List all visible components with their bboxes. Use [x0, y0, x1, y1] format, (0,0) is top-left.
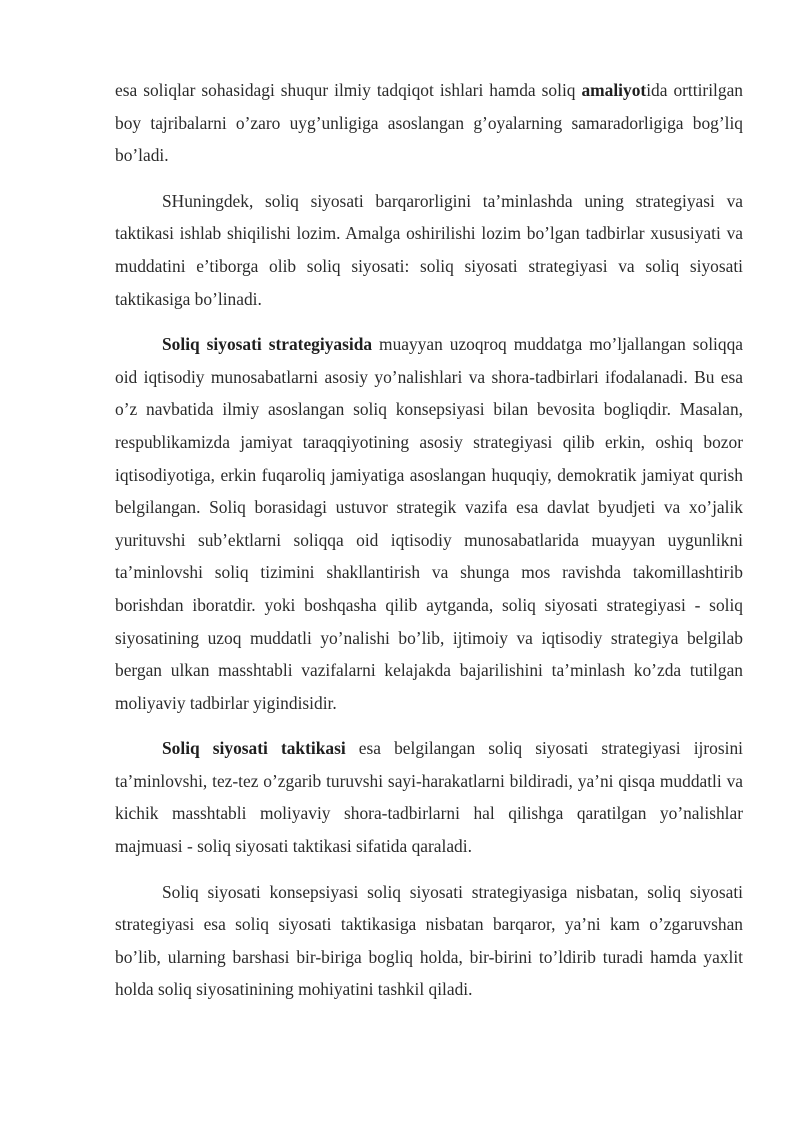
paragraph-2-text: SHuningdek, soliq siyosati barqarorligini ta’minlashda uning strategiyasi va taktikasi ishlab shiqilishi lozim. Amalga oshirilishi lozim bo’lgan tadbirlar xususiyati va muddatini e’tiborga olib soliq siyosati: soliq siyosati strategiyasi va soliq siyosati taktikasiga bo’linadi.	[115, 190, 743, 309]
paragraph-1-text: esa soliqlar sohasidagi shuqur ilmiy tadqiqot ishlari hamda soliq	[115, 80, 582, 100]
paragraph-1	[115, 74, 743, 172]
paragraph-5	[115, 876, 743, 1006]
paragraph-5-text: Soliq siyosati konsepsiyasi soliq siyosati strategiyasiga nisbatan, soliq siyosati strategiyasi esa soliq siyosati taktikasiga nisbatan barqaror, ya’ni kam o’zgaruvshan bo’lib, ularning barshasi bir-biriga bogliq holda, bir-birini to’ldirib turadi hamda yaxlit holda soliq siyosatinining mohiyatini tashkil qiladi.	[115, 881, 743, 1000]
paragraph-4	[115, 732, 743, 862]
paragraph-3-text: muayyan uzoqroq muddatga mo’ljallangan soliqqa oid iqtisodiy munosabatlarni asosiy yo’nalishlari va shora-tadbirlari ifodalanadi. Bu esa o’z navbatida ilmiy asoslangan soliq konsepsiyasi bilan bevosita bogliqdir. Masalan, respublikamizda jamiyat taraqqiyotining asosiy strategiyasi qilib erkin, oshiq bozor iqtisodiyotiga, erkin fuqaroliq jamiyatiga asoslangan huquqiy, demokratik jamiyat qurish belgilangan. Soliq borasidagi ustuvor strategik vazifa esa davlat byudjeti va xo’jalik yurituvshi sub’ektlarni soliqqa oid iqtisodiy munosabatlarida muayyan uygunlikni ta’minlovshi soliq tizimini shakllantirish va shunga mos ravishda takomillashtirib borishdan iboratdir. yoki boshqasha qilib aytganda, soliq siyosati strategiyasi - soliq siyosatining uzoq muddatli yo’nalishi bo’lib, ijtimoiy va iqtisodiy strategiya belgilab bergan ulkan masshtabli vazifalarni kelajakda bajarilishini ta’minlash ko’zda tutilgan moliyaviy tadbirlar yigindisidir.	[115, 334, 744, 713]
paragraph-3	[115, 328, 743, 719]
document-page	[115, 74, 743, 1019]
paragraph-4-text: esa belgilangan soliq siyosati strategiyasi ijrosini ta’minlovshi, tez-tez o’zgarib turuvshi sayi-harakatlarni bildiradi, ya’ni qisqa muddatli va kichik masshtabli moliyaviy shora-tadbirlarni hal qilishga qaratilgan yo’nalishlar majmuasi - soliq siyosati taktikasi sifatida qaraladi.	[115, 738, 743, 857]
paragraph-2	[115, 185, 743, 315]
paragraph-1-text-end: ida orttirilgan boy tajribalarni o’zaro uyg’unligiga asoslangan g’oyalarning samaradorligiga bog’liq bo’ladi.	[115, 80, 743, 166]
paragraph-1-bold-term: amaliyot	[581, 80, 647, 100]
paragraph-3-heading-term: Soliq siyosati strategiyasida	[162, 334, 373, 355]
paragraph-4-heading-term: Soliq siyosati taktikasi	[162, 738, 346, 759]
